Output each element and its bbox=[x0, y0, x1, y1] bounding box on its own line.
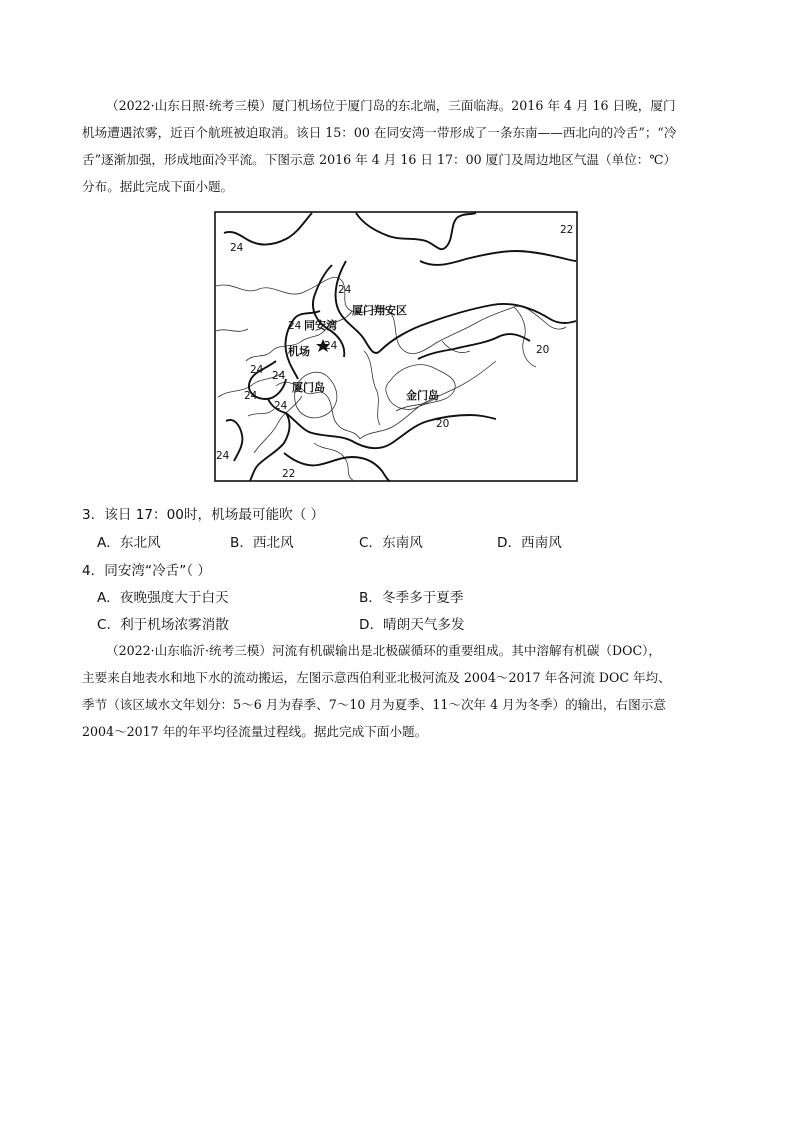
isotherm-label: 24 bbox=[338, 284, 352, 296]
question-4-option-c: C．利于机场浓雾消散 bbox=[97, 617, 229, 633]
isotherm-label: 24 bbox=[244, 390, 258, 402]
isotherm-label: 20 bbox=[536, 344, 550, 356]
passage-line: 2004～2017 年的年平均径流量过程线。据此完成下面小题。 bbox=[82, 724, 428, 739]
label-xiangan-district: 厦门翔安区 bbox=[352, 304, 407, 317]
passage-line: 季节（该区域水文年划分：5～6 月为春季、7～10 月为夏季、11～次年 4 月为冬季）的输出，右图示意 bbox=[82, 697, 666, 712]
passage-1 bbox=[82, 92, 714, 200]
isotherm-label: 20 bbox=[436, 418, 450, 430]
passage-line: 机场遭遇浓雾，近百个航班被迫取消。该日 15：00 在同安湾一带形成了一条东南——西北向的冷舌”；“冷 bbox=[82, 125, 677, 140]
question-3-option-c: C．东南风 bbox=[359, 535, 423, 551]
isotherm-label: 22 bbox=[282, 468, 296, 480]
question-4-stem: 4．同安湾“冷舌”（ ） bbox=[82, 563, 212, 579]
isotherm-label: 24 bbox=[216, 450, 230, 462]
question-3-option-d: D．西南风 bbox=[497, 535, 562, 551]
label-xiamen-island: 厦门岛 bbox=[292, 381, 325, 394]
isotherm-label: 24 bbox=[274, 400, 288, 412]
passage-line: 主要来自地表水和地下水的流动搬运，左图示意西伯利亚北极河流及 2004～2017 年各河流 DOC 年均、 bbox=[82, 670, 671, 685]
isotherm-label: 24 bbox=[272, 370, 286, 382]
passage-2 bbox=[82, 637, 714, 745]
passage-line: （2022·山东日照·统考三模）厦门机场位于厦门岛的东北端，三面临海。2016 年 4 月 16 日晚，厦门 bbox=[106, 98, 676, 113]
passage-line: 分布。据此完成下面小题。 bbox=[82, 179, 234, 194]
passage-line: 舌”逐渐加强，形成地面冷平流。下图示意 2016 年 4 月 16 日 17：00 厦门及周边地区气温（单位：℃） bbox=[82, 152, 677, 167]
question-3-option-a: A．东北风 bbox=[97, 535, 161, 551]
label-tongan-bay: 同安湾 bbox=[304, 319, 337, 332]
passage-line: （2022·山东临沂·统考三模）河流有机碳输出是北极碳循环的重要组成。其中溶解有机碳（DOC）， bbox=[106, 643, 661, 658]
isotherm-label: 24 bbox=[288, 320, 302, 332]
question-3-option-b: B．西北风 bbox=[230, 535, 294, 551]
question-4-option-b: B．冬季多于夏季 bbox=[359, 590, 464, 606]
isotherm-label: 24 bbox=[230, 242, 244, 254]
isotherm-label: 22 bbox=[560, 224, 574, 236]
question-3-stem: 3．该日 17：00时，机场最可能吹（ ） bbox=[82, 507, 325, 523]
isotherm-label: 24 bbox=[250, 364, 264, 376]
question-4-option-a: A．夜晚强度大于白天 bbox=[97, 590, 229, 606]
temperature-map bbox=[214, 211, 578, 482]
isotherm-label: 24 bbox=[324, 340, 338, 352]
question-4-option-d: D．晴朗天气多发 bbox=[359, 617, 465, 633]
label-jinmen-island: 金门岛 bbox=[406, 389, 439, 402]
label-airport: 机场 bbox=[288, 345, 310, 358]
